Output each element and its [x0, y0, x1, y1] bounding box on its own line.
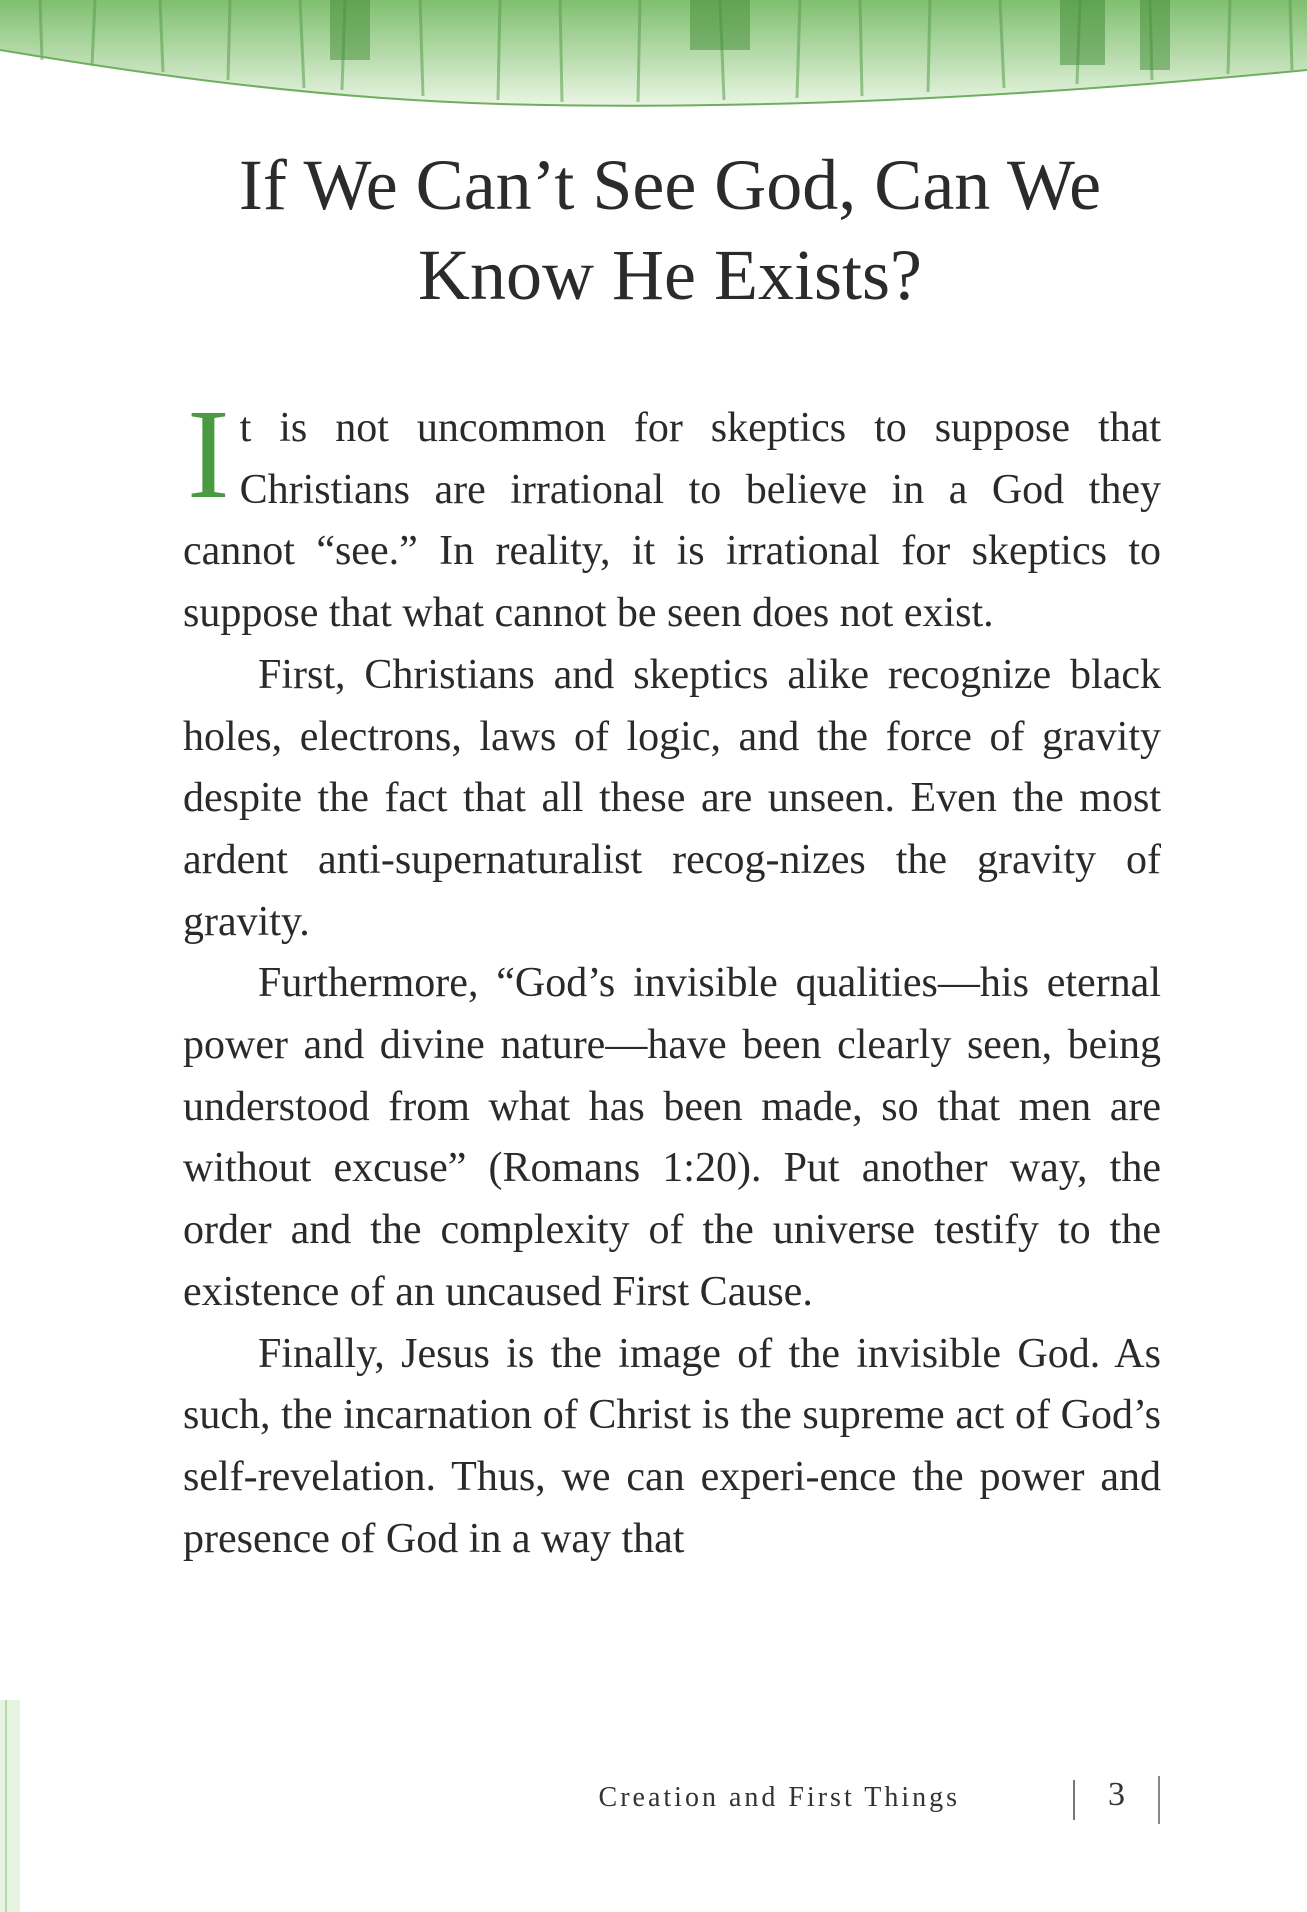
- footer-edge-mark: [1158, 1776, 1160, 1824]
- title-line-1: If We Can’t See God, Can We: [238, 145, 1102, 225]
- paragraph-4: Finally, Jesus is the image of the invisible God. As such, the incarnation of Christ is the supreme act of God’s self-revelation. Thus, we can experi-ence the power and presence of God in a way that: [183, 1330, 1161, 1562]
- drop-cap: I: [187, 383, 230, 525]
- paragraph-3: Furthermore, “God’s invisible qualities—his eternal power and divine nature—have been clearly seen, being understood from what has been made, so that men are without excuse” (Romans 1:20). Put another way, the order and the complexity of the universe testify to the existence of an uncaused First Cause.: [183, 960, 1161, 1315]
- forest-banner-decoration: [0, 0, 1307, 120]
- page-footer: [598, 1770, 1180, 1830]
- left-edge-decoration: [0, 1700, 20, 1912]
- title-line-2: Know He Exists?: [418, 235, 922, 315]
- footer-section-title: Creation and First Things: [598, 1782, 960, 1813]
- paragraph-1: [183, 383, 1161, 645]
- page-title: [120, 140, 1220, 320]
- footer-divider: [1073, 1780, 1075, 1820]
- page-number: 3: [1108, 1776, 1125, 1813]
- article-body: [183, 383, 1161, 1570]
- paragraph-1-text: t is not uncommon for skeptics to suppose that Christians are irrational to believe in a God they cannot “see.” In reality, it is irrational for skeptics to suppose that what cannot be seen does not exist.: [183, 405, 1161, 637]
- paragraph-2: First, Christians and skeptics alike recognize black holes, electrons, laws of logic, and the force of gravity despite the fact that all these are unseen. Even the most ardent anti-supernaturalist recog-nizes the gravity of gravity.: [183, 651, 1161, 945]
